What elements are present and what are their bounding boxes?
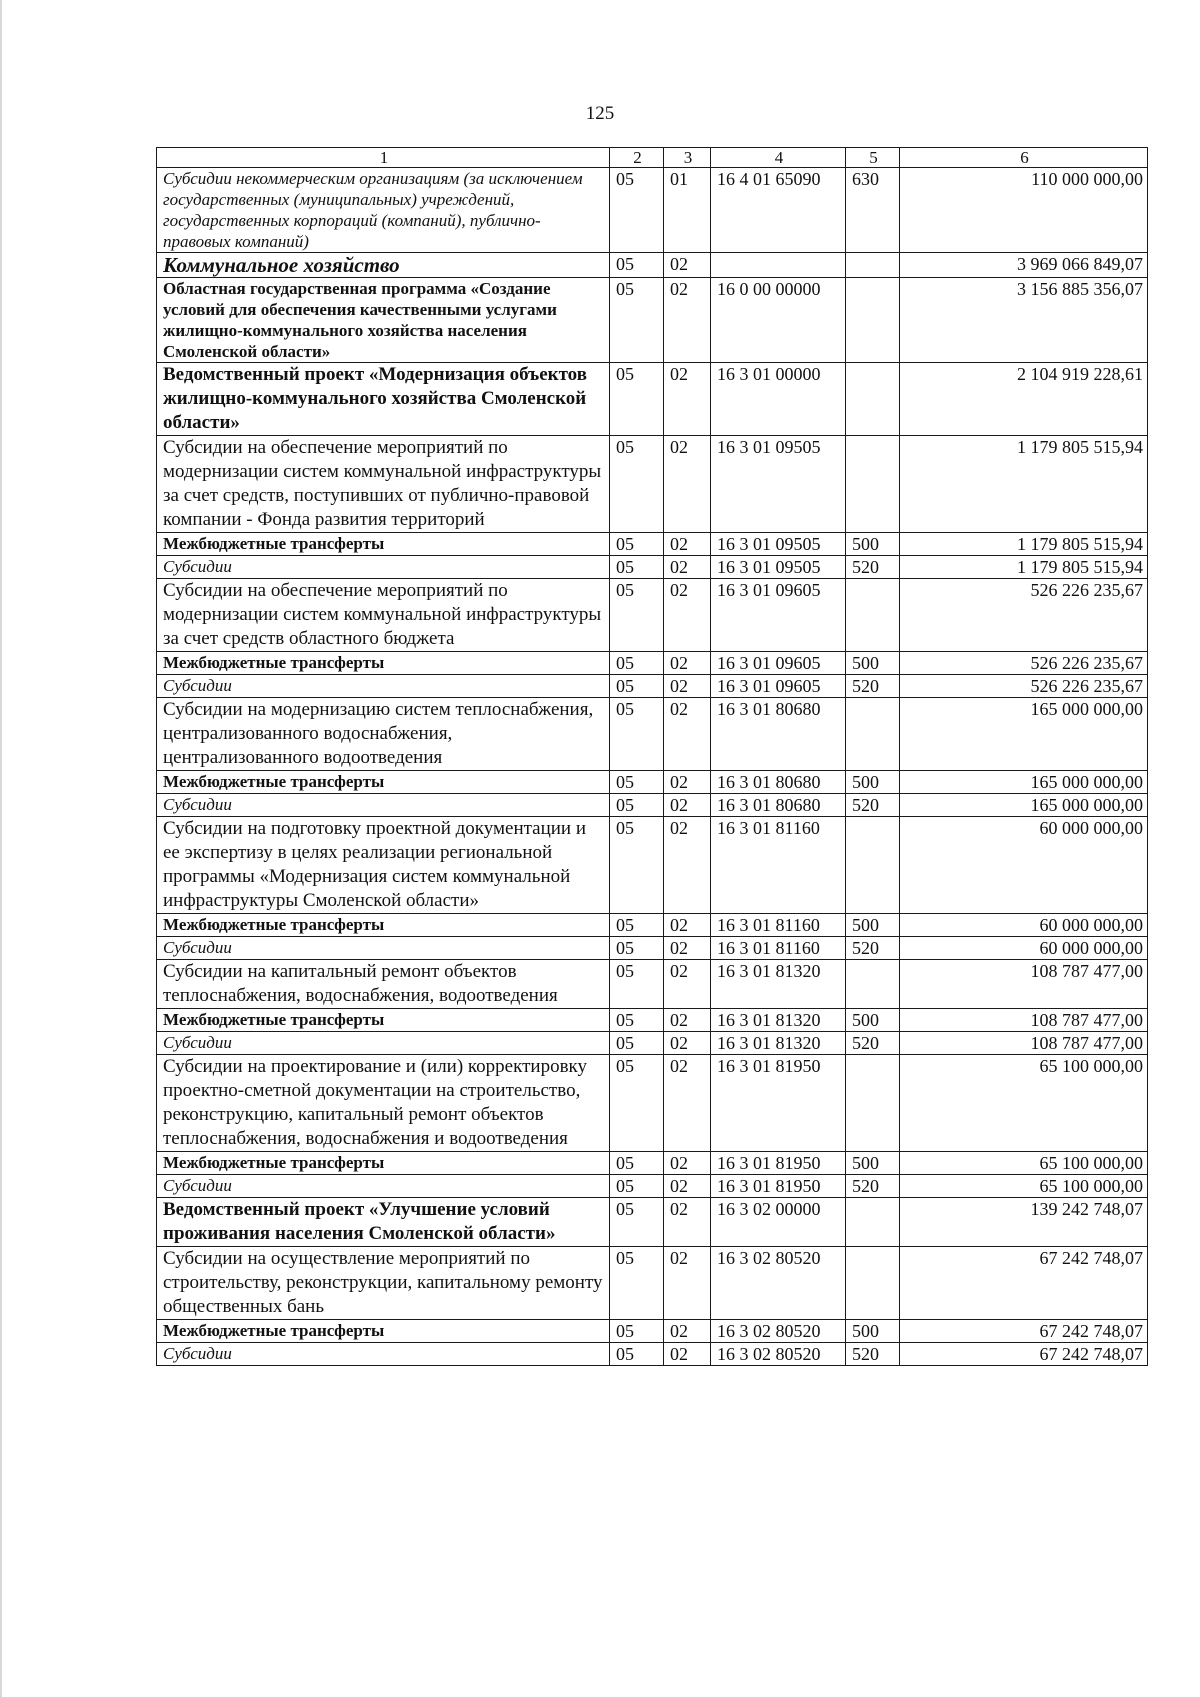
cell-code: 16 3 01 09505 [711,556,846,579]
table-row [157,579,1148,652]
cell-section: 05 [610,533,664,556]
cell-code: 16 3 01 80680 [711,698,846,771]
cell-amount: 526 226 235,67 [900,579,1148,652]
cell-name: Межбюджетные трансферты [157,652,610,675]
cell-subsection: 02 [664,652,711,675]
cell-type: 520 [846,1175,900,1198]
cell-code: 16 3 01 80680 [711,771,846,794]
cell-code: 16 3 01 81950 [711,1055,846,1152]
cell-section: 05 [610,817,664,914]
cell-subsection: 02 [664,1343,711,1366]
table-row [157,556,1148,579]
cell-amount: 67 242 748,07 [900,1343,1148,1366]
cell-section: 05 [610,1175,664,1198]
cell-code: 16 3 01 81160 [711,937,846,960]
cell-type [846,436,900,533]
table-row [157,436,1148,533]
table-row [157,168,1148,253]
cell-section: 05 [610,436,664,533]
cell-name: Субсидии [157,1175,610,1198]
header-cell-amount: 6 [900,148,1148,168]
table-row [157,698,1148,771]
cell-amount: 108 787 477,00 [900,1009,1148,1032]
cell-subsection: 02 [664,1009,711,1032]
table-row [157,652,1148,675]
cell-type [846,363,900,436]
cell-amount: 1 179 805 515,94 [900,556,1148,579]
cell-code: 16 3 01 00000 [711,363,846,436]
cell-name: Ведомственный проект «Улучшение условий проживания населения Смоленской области» [157,1198,610,1247]
cell-type: 520 [846,1343,900,1366]
cell-code: 16 0 00 00000 [711,278,846,363]
cell-name: Межбюджетные трансферты [157,771,610,794]
cell-section: 05 [610,771,664,794]
cell-subsection: 02 [664,363,711,436]
table-row [157,1198,1148,1247]
cell-section: 05 [610,1055,664,1152]
cell-name: Субсидии на обеспечение мероприятий по модернизации систем коммунальной инфраструктуры за счет средств областного бюджета [157,579,610,652]
cell-code: 16 3 01 09605 [711,579,846,652]
cell-name: Областная государственная программа «Создание условий для обеспечения качественными услугами жилищно-коммунального хозяйства населения Смоленской области» [157,278,610,363]
cell-subsection: 02 [664,960,711,1009]
cell-type: 500 [846,771,900,794]
table-row [157,1247,1148,1320]
cell-name: Межбюджетные трансферты [157,1320,610,1343]
table-row [157,1320,1148,1343]
cell-subsection: 02 [664,533,711,556]
table-row [157,675,1148,698]
table-row [157,253,1148,278]
cell-subsection: 02 [664,1247,711,1320]
cell-name: Субсидии [157,937,610,960]
cell-amount: 65 100 000,00 [900,1152,1148,1175]
table-row [157,1175,1148,1198]
cell-section: 05 [610,1009,664,1032]
cell-section: 05 [610,1247,664,1320]
cell-type [846,278,900,363]
cell-subsection: 02 [664,556,711,579]
cell-section: 05 [610,363,664,436]
cell-amount: 165 000 000,00 [900,771,1148,794]
cell-name: Субсидии [157,1343,610,1366]
cell-subsection: 02 [664,675,711,698]
table-row [157,960,1148,1009]
cell-code: 16 3 02 80520 [711,1320,846,1343]
cell-code: 16 3 01 81160 [711,817,846,914]
cell-type: 520 [846,794,900,817]
cell-subsection: 02 [664,771,711,794]
cell-section: 05 [610,278,664,363]
table-row [157,1343,1148,1366]
cell-name: Субсидии на подготовку проектной документации и ее экспертизу в целях реализации региональной программы «Модернизация систем коммунальной инфраструктуры Смоленской области» [157,817,610,914]
cell-name: Межбюджетные трансферты [157,533,610,556]
cell-type: 520 [846,675,900,698]
cell-section: 05 [610,579,664,652]
cell-amount: 165 000 000,00 [900,698,1148,771]
cell-code: 16 3 02 00000 [711,1198,846,1247]
cell-type [846,1247,900,1320]
header-cell-code: 4 [711,148,846,168]
scan-edge-line [0,0,2,1697]
header-cell-name: 1 [157,148,610,168]
cell-type [846,579,900,652]
cell-amount: 65 100 000,00 [900,1175,1148,1198]
cell-subsection: 02 [664,278,711,363]
table-row [157,817,1148,914]
cell-amount: 1 179 805 515,94 [900,436,1148,533]
cell-section: 05 [610,1032,664,1055]
header-cell-subsection: 3 [664,148,711,168]
cell-name: Ведомственный проект «Модернизация объектов жилищно-коммунального хозяйства Смоленской области» [157,363,610,436]
cell-code [711,253,846,278]
table-row [157,1055,1148,1152]
cell-type: 520 [846,937,900,960]
budget-table [156,147,1148,1366]
cell-name: Субсидии на обеспечение мероприятий по модернизации систем коммунальной инфраструктуры за счет средств, поступивших от публично-правовой компании - Фонда развития территорий [157,436,610,533]
page-number: 125 [585,103,615,124]
cell-code: 16 3 01 81160 [711,914,846,937]
cell-section: 05 [610,914,664,937]
cell-name: Субсидии [157,794,610,817]
cell-amount: 139 242 748,07 [900,1198,1148,1247]
cell-subsection: 02 [664,914,711,937]
cell-subsection: 02 [664,253,711,278]
cell-type: 500 [846,1152,900,1175]
cell-code: 16 3 01 81320 [711,1032,846,1055]
cell-subsection: 02 [664,436,711,533]
table-row [157,771,1148,794]
cell-section: 05 [610,794,664,817]
cell-section: 05 [610,556,664,579]
cell-type [846,1055,900,1152]
cell-type: 500 [846,1320,900,1343]
cell-name: Субсидии некоммерческим организациям (за исключением государственных (муниципальных) учреждений, государственных корпораций (компаний), публично-правовых компаний) [157,168,610,253]
cell-name: Субсидии [157,1032,610,1055]
cell-name: Субсидии [157,556,610,579]
cell-amount: 526 226 235,67 [900,675,1148,698]
cell-code: 16 3 02 80520 [711,1343,846,1366]
cell-section: 05 [610,253,664,278]
cell-type: 500 [846,652,900,675]
cell-amount: 1 179 805 515,94 [900,533,1148,556]
cell-type: 520 [846,556,900,579]
cell-code: 16 3 01 09505 [711,533,846,556]
cell-amount: 2 104 919 228,61 [900,363,1148,436]
cell-subsection: 02 [664,1175,711,1198]
table-row [157,937,1148,960]
cell-subsection: 02 [664,1152,711,1175]
cell-amount: 165 000 000,00 [900,794,1148,817]
cell-code: 16 3 02 80520 [711,1247,846,1320]
cell-amount: 60 000 000,00 [900,914,1148,937]
cell-type: 520 [846,1032,900,1055]
cell-section: 05 [610,1198,664,1247]
cell-section: 05 [610,1320,664,1343]
cell-name: Межбюджетные трансферты [157,1152,610,1175]
table-row [157,794,1148,817]
cell-amount: 3 156 885 356,07 [900,278,1148,363]
cell-type [846,253,900,278]
cell-code: 16 3 01 81950 [711,1175,846,1198]
cell-section: 05 [610,168,664,253]
cell-code: 16 4 01 65090 [711,168,846,253]
cell-code: 16 3 01 09505 [711,436,846,533]
cell-section: 05 [610,1152,664,1175]
cell-subsection: 02 [664,794,711,817]
cell-type [846,1198,900,1247]
cell-type: 500 [846,533,900,556]
cell-amount: 110 000 000,00 [900,168,1148,253]
cell-section: 05 [610,960,664,1009]
cell-name: Коммунальное хозяйство [157,253,610,278]
table-row [157,1032,1148,1055]
cell-amount: 65 100 000,00 [900,1055,1148,1152]
cell-code: 16 3 01 81320 [711,960,846,1009]
header-row [157,148,1148,168]
cell-code: 16 3 01 80680 [711,794,846,817]
cell-type: 500 [846,914,900,937]
cell-section: 05 [610,1343,664,1366]
cell-code: 16 3 01 81950 [711,1152,846,1175]
header-cell-type: 5 [846,148,900,168]
cell-amount: 108 787 477,00 [900,1032,1148,1055]
cell-type: 630 [846,168,900,253]
cell-subsection: 02 [664,1055,711,1152]
cell-subsection: 01 [664,168,711,253]
cell-name: Субсидии на осуществление мероприятий по строительству, реконструкции, капитальному ремонту общественных бань [157,1247,610,1320]
table-body [157,148,1148,1366]
table-row [157,533,1148,556]
table-row [157,914,1148,937]
cell-section: 05 [610,652,664,675]
cell-amount: 526 226 235,67 [900,652,1148,675]
cell-section: 05 [610,937,664,960]
cell-name: Субсидии на модернизацию систем теплоснабжения, централизованного водоснабжения, централизованного водоотведения [157,698,610,771]
cell-amount: 60 000 000,00 [900,817,1148,914]
cell-amount: 67 242 748,07 [900,1247,1148,1320]
cell-section: 05 [610,698,664,771]
table-row [157,363,1148,436]
cell-code: 16 3 01 81320 [711,1009,846,1032]
cell-name: Субсидии на капитальный ремонт объектов теплоснабжения, водоснабжения, водоотведения [157,960,610,1009]
cell-type [846,817,900,914]
cell-code: 16 3 01 09605 [711,675,846,698]
cell-type [846,698,900,771]
cell-section: 05 [610,675,664,698]
cell-subsection: 02 [664,937,711,960]
table-row [157,1009,1148,1032]
cell-subsection: 02 [664,1032,711,1055]
table-row [157,1152,1148,1175]
cell-name: Межбюджетные трансферты [157,1009,610,1032]
cell-subsection: 02 [664,817,711,914]
cell-subsection: 02 [664,1198,711,1247]
cell-subsection: 02 [664,1320,711,1343]
cell-amount: 3 969 066 849,07 [900,253,1148,278]
cell-name: Межбюджетные трансферты [157,914,610,937]
cell-subsection: 02 [664,698,711,771]
cell-code: 16 3 01 09605 [711,652,846,675]
cell-amount: 60 000 000,00 [900,937,1148,960]
cell-subsection: 02 [664,579,711,652]
table-row [157,278,1148,363]
cell-amount: 67 242 748,07 [900,1320,1148,1343]
cell-type: 500 [846,1009,900,1032]
cell-name: Субсидии [157,675,610,698]
header-cell-section: 2 [610,148,664,168]
cell-type [846,960,900,1009]
cell-amount: 108 787 477,00 [900,960,1148,1009]
cell-name: Субсидии на проектирование и (или) корректировку проектно-сметной документации на строительство, реконструкцию, капитальный ремонт объектов теплоснабжения, водоснабжения и водоотведения [157,1055,610,1152]
